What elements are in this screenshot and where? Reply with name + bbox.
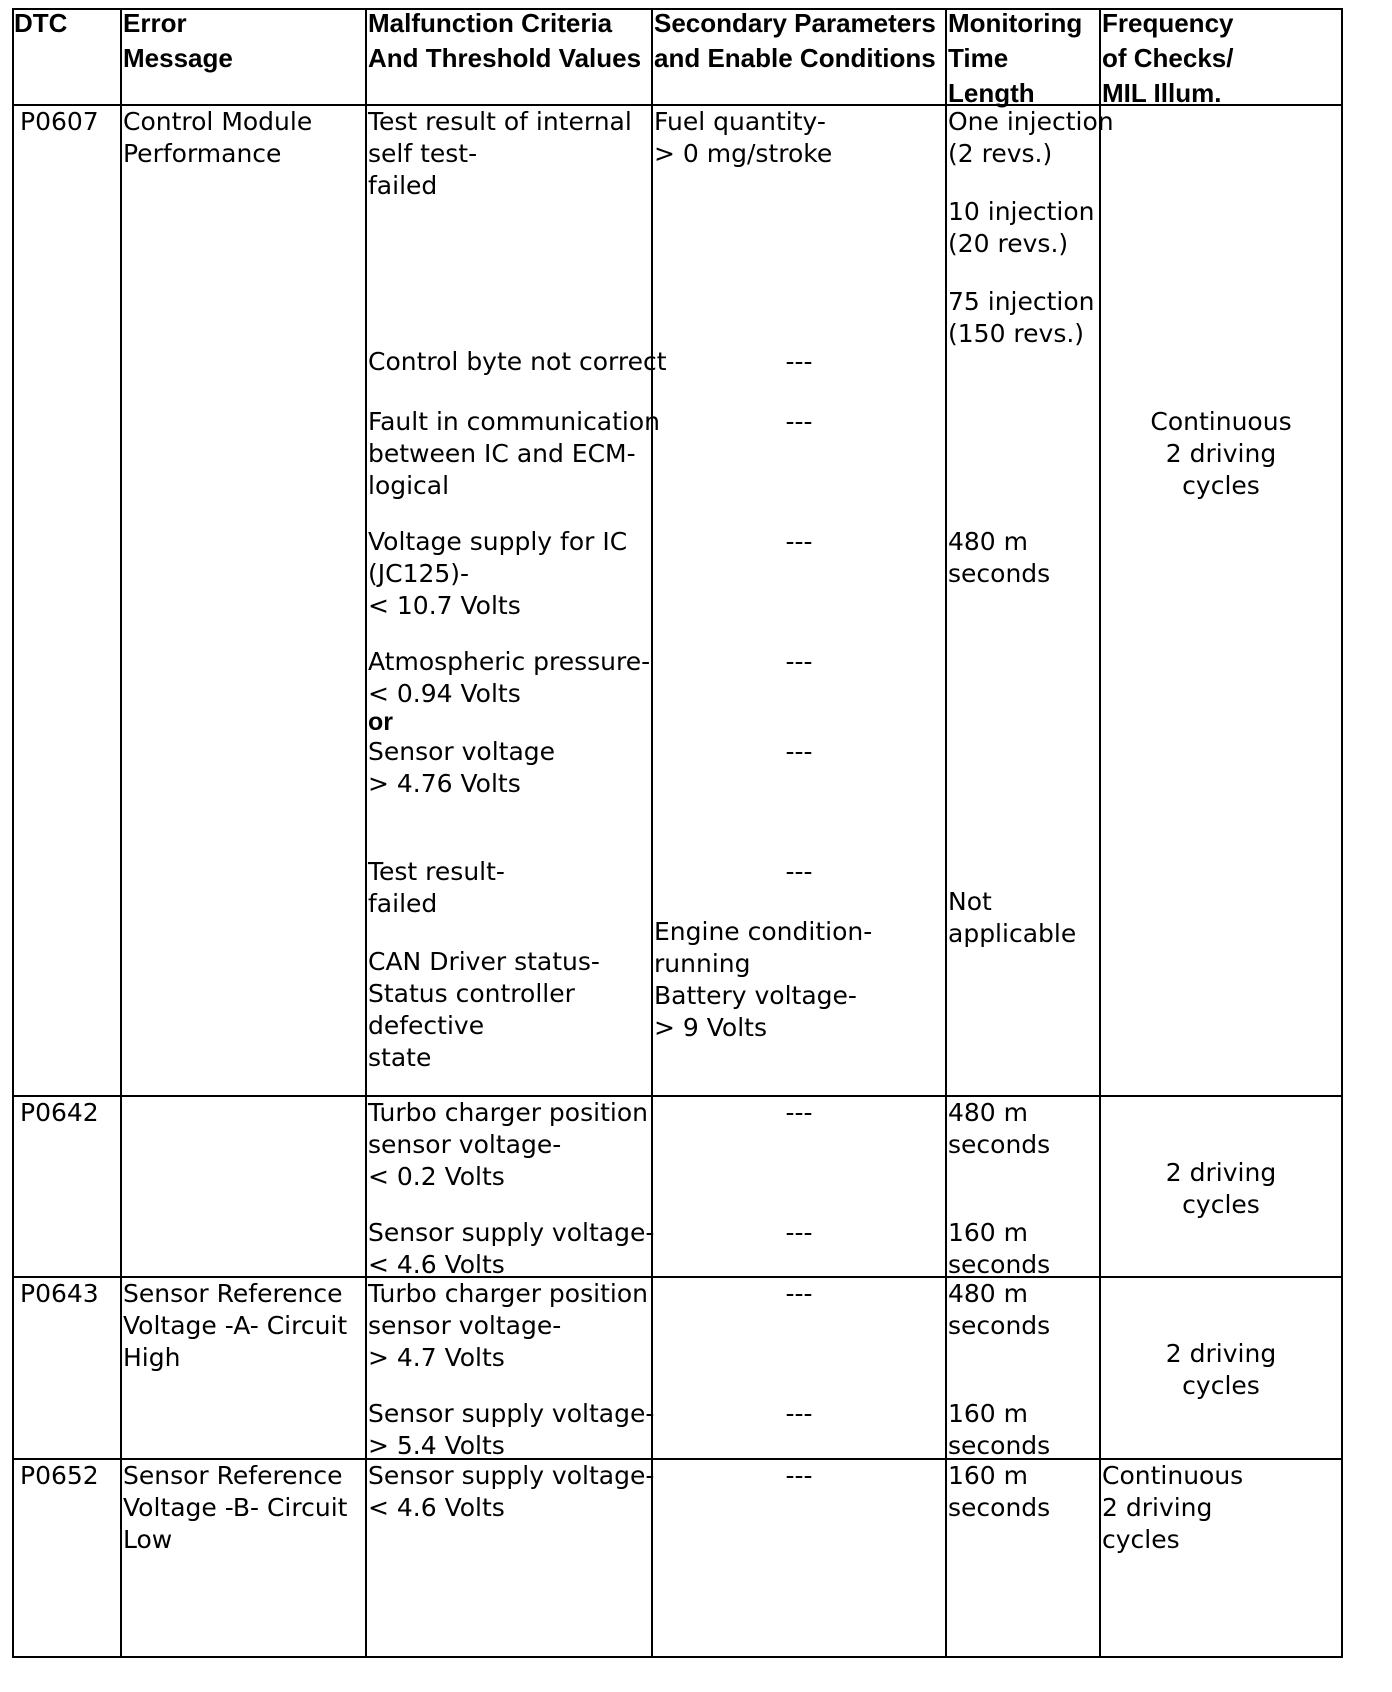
secondary-parameters: --- — [785, 1218, 813, 1247]
frequency-of-checks: Continuous 2 driving cycles — [1102, 1461, 1244, 1554]
monitoring-time: One injection (2 revs.) — [948, 107, 1114, 168]
header-malfunction-criteria: Malfunction Criteria And Threshold Values — [368, 8, 642, 73]
dtc-code: P0643 — [20, 1279, 99, 1308]
secondary-parameters: --- — [785, 737, 813, 766]
error-message: Sensor Reference Voltage -B- Circuit Low — [123, 1461, 348, 1554]
column-divider — [1099, 10, 1101, 1656]
malfunction-criteria: Test result- failed — [368, 857, 505, 918]
or-label: or — [368, 708, 393, 736]
dtc-code: P0607 — [20, 107, 99, 136]
malfunction-criteria: Atmospheric pressure- < 0.94 Volts — [368, 647, 651, 708]
malfunction-criteria: Fault in communication between IC and ECM- logical — [368, 407, 661, 500]
header-secondary-parameters: Secondary Parameters and Enable Conditions — [654, 8, 936, 73]
secondary-parameters: --- — [785, 1279, 813, 1308]
monitoring-time: 75 injection (150 revs.) — [948, 287, 1095, 348]
secondary-parameters: --- — [785, 857, 813, 886]
dtc-code: P0652 — [20, 1461, 99, 1490]
secondary-parameters: --- — [785, 1461, 813, 1490]
malfunction-criteria: Sensor voltage > 4.76 Volts — [368, 737, 556, 798]
malfunction-criteria: Sensor supply voltage- > 5.4 Volts — [368, 1399, 655, 1460]
monitoring-time: 160 m seconds — [948, 1461, 1051, 1522]
error-message: Sensor Reference Voltage -A- Circuit High — [123, 1279, 348, 1372]
secondary-parameters: --- — [785, 647, 813, 676]
dtc-code: P0642 — [20, 1098, 99, 1127]
frequency-of-checks: 2 driving cycles — [1165, 1158, 1277, 1219]
monitoring-time: 480 m seconds — [948, 527, 1051, 588]
header-dtc: DTC — [14, 8, 68, 38]
column-divider — [120, 10, 122, 1656]
secondary-parameters: Engine condition- running Battery voltage- > 9 Volts — [654, 917, 873, 1042]
monitoring-time: 480 m seconds — [948, 1279, 1051, 1340]
error-message: Control Module Performance — [123, 107, 313, 168]
malfunction-criteria: Turbo charger position sensor voltage- > 4.7 Volts — [368, 1279, 648, 1372]
header-frequency: Frequency of Checks/ MIL Illum. — [1102, 8, 1234, 108]
monitoring-time: 160 m seconds — [948, 1218, 1051, 1279]
frequency-of-checks: Continuous 2 driving cycles — [1150, 407, 1292, 500]
column-divider — [945, 10, 947, 1656]
header-monitoring-time: Monitoring Time Length — [948, 8, 1083, 108]
malfunction-criteria: Voltage supply for IC (JC125)- < 10.7 Volts — [368, 527, 628, 620]
header-error-message: Error Message — [123, 8, 233, 73]
monitoring-time: 480 m seconds — [948, 1098, 1051, 1159]
dtc-table — [12, 8, 1343, 1658]
malfunction-criteria: Turbo charger position sensor voltage- < 0.2 Volts — [368, 1098, 648, 1191]
secondary-parameters: --- — [785, 347, 813, 376]
frequency-of-checks: 2 driving cycles — [1165, 1339, 1277, 1400]
secondary-parameters: Fuel quantity- > 0 mg/stroke — [654, 107, 833, 168]
secondary-parameters: --- — [785, 1399, 813, 1428]
monitoring-time: 160 m seconds — [948, 1399, 1051, 1460]
secondary-parameters: --- — [785, 527, 813, 556]
malfunction-criteria: Control byte not correct — [368, 347, 667, 376]
malfunction-criteria: Sensor supply voltage- < 4.6 Volts — [368, 1218, 655, 1279]
column-divider — [365, 10, 367, 1656]
malfunction-criteria: CAN Driver status- Status controller defective state — [368, 947, 600, 1072]
monitoring-time: Not applicable — [948, 887, 1077, 948]
malfunction-criteria: Sensor supply voltage- < 4.6 Volts — [368, 1461, 655, 1522]
malfunction-criteria: Test result of internal self test- failed — [368, 107, 632, 200]
monitoring-time: 10 injection (20 revs.) — [948, 197, 1095, 258]
secondary-parameters: --- — [785, 407, 813, 436]
secondary-parameters: --- — [785, 1098, 813, 1127]
